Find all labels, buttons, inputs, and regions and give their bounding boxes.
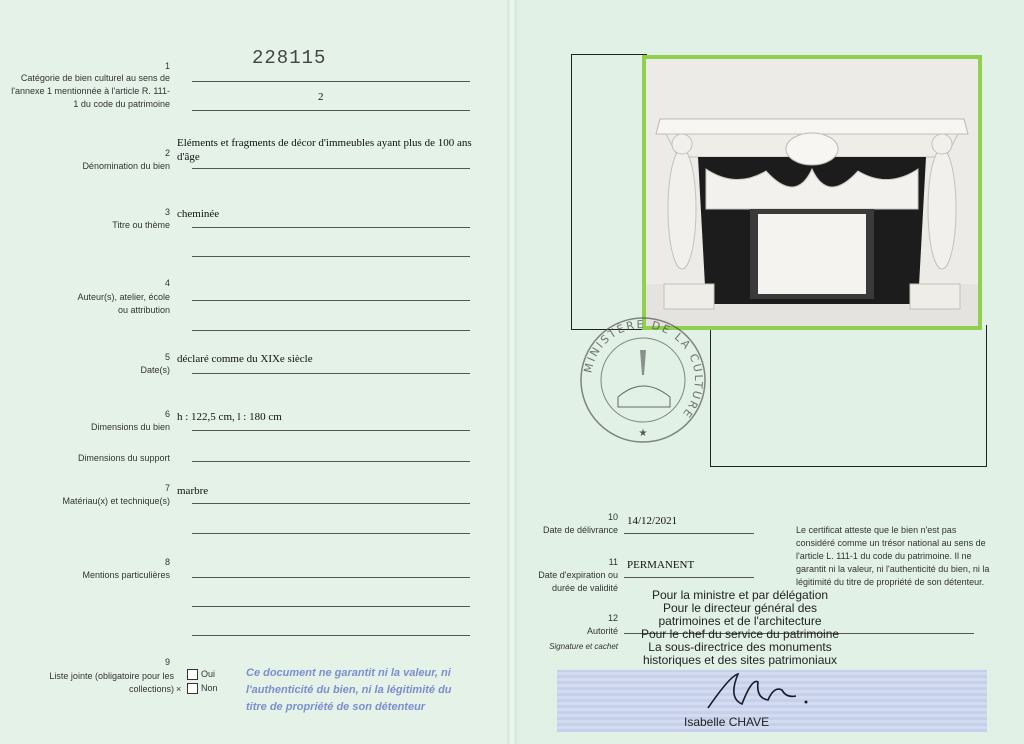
field-6-value: h : 122,5 cm, l : 180 cm — [177, 411, 282, 423]
non-checkbox[interactable] — [187, 683, 198, 694]
field-4-label: Auteur(s), atelier, école ou attribution — [77, 292, 170, 315]
oui-label: Oui — [201, 669, 216, 679]
field-8-number: 8 — [164, 557, 170, 567]
signature-line-6: historiques et des sites patrimoniaux — [642, 653, 838, 667]
field-5-label: Date(s) — [140, 365, 170, 375]
field-7-line-b — [192, 533, 470, 534]
field-4-line-b — [192, 330, 470, 331]
field-1-number: 1 — [164, 61, 170, 71]
signature-line-3: patrimoines et de l'architecture — [658, 614, 822, 628]
field-5-number: 5 — [164, 352, 170, 362]
fireplace-photo — [642, 55, 982, 330]
field-10-number: 10 — [607, 512, 618, 522]
field-12-label: Autorité — [586, 626, 618, 636]
support-dimensions-line — [192, 461, 470, 462]
photo-frame-lower — [710, 325, 987, 467]
fireplace-image — [646, 59, 978, 326]
field-8-label: Mentions particulières — [82, 570, 170, 580]
signature-line-1: Pour la ministre et par délégation — [651, 588, 829, 602]
field-11-number: 11 — [608, 557, 618, 567]
field-1-value: 2 — [318, 91, 324, 103]
disclaimer-text: Ce document ne garantit ni la valeur, ni l'authenticité du bien, ni la légitimité du titre de propriété de son détenteur — [246, 667, 452, 713]
ministry-stamp — [578, 315, 708, 445]
field-2-number: 2 — [164, 148, 170, 158]
field-8-line-b — [192, 606, 470, 607]
field-10-line — [624, 533, 754, 534]
field-2-value: Eléments et fragments de décor d'immeubles ayant plus de 100 ans d'âge — [177, 137, 472, 163]
field-6-label: Dimensions du bien — [90, 422, 170, 432]
handwritten-signature — [700, 668, 820, 716]
field-12-number: 12 — [607, 613, 618, 623]
field-7-line-a — [192, 503, 470, 504]
non-label: Non — [201, 683, 218, 693]
certificate-note: Le certificat atteste que le bien n'est pas considéré comme un trésor national au sens de l'article L. 111-1 du code du patrimoine. Il ne garantit ni la valeur, ni l'authenticité du bien, ni la légitimité du titre de propriété de son détenteur. — [796, 525, 990, 587]
field-3-number: 3 — [164, 207, 170, 217]
field-11-value: PERMANENT — [627, 559, 695, 571]
field-3-line-a — [192, 227, 470, 228]
signature-line-5: La sous-directrice des monuments — [648, 640, 832, 654]
field-12-sublabel: Signature et cachet — [549, 642, 618, 651]
field-5-line — [192, 373, 470, 374]
field-1-line-a — [192, 81, 470, 82]
support-dimensions-label: Dimensions du support — [77, 453, 170, 463]
field-6-number: 6 — [164, 409, 170, 419]
field-1-label: Catégorie de bien culturel au sens de l'annexe 1 mentionnée à l'article R. 111-1 du code du patrimoine — [11, 73, 170, 109]
field-3-value: cheminée — [177, 208, 220, 220]
field-7-number: 7 — [164, 483, 170, 493]
option-non[interactable] — [187, 683, 218, 694]
option-oui[interactable] — [187, 669, 215, 680]
oui-checkbox[interactable] — [187, 669, 198, 680]
field-9-number: 9 — [164, 657, 170, 667]
field-9-label: Liste jointe (obligatoire pour les collections) — [49, 671, 174, 694]
field-3-line-b — [192, 256, 470, 257]
field-4-number: 4 — [164, 278, 170, 288]
field-7-label: Matériau(x) et technique(s) — [62, 496, 170, 506]
field-11-label: Date d'expiration ou durée de validité — [538, 570, 618, 593]
field-7-value: marbre — [177, 485, 209, 497]
field-9-x-mark: × — [176, 684, 182, 694]
svg-text:★: ★ — [638, 428, 648, 439]
field-2-line — [192, 168, 470, 169]
field-6-line — [192, 430, 470, 431]
field-8-line-c — [192, 635, 470, 636]
signature-line-2: Pour le directeur général des — [662, 601, 818, 615]
certificate-number: 228115 — [252, 47, 327, 69]
photo-frame-back — [571, 54, 647, 330]
signature-block — [630, 589, 850, 667]
field-11-line — [624, 577, 754, 578]
field-4-line-a — [192, 300, 470, 301]
field-10-value: 14/12/2021 — [627, 515, 678, 527]
field-2-label: Dénomination du bien — [82, 161, 170, 171]
signatory-name: Isabelle CHAVE — [684, 715, 770, 729]
field-10-label: Date de délivrance — [542, 525, 618, 535]
field-5-value: déclaré comme du XIXe siècle — [177, 353, 313, 365]
field-1-line-b — [192, 110, 470, 111]
stamp-text: MINISTÈRE DE LA CULTURE — [581, 317, 706, 422]
signature-line-4: Pour le chef du service du patrimoine — [640, 627, 840, 641]
field-8-line-a — [192, 577, 470, 578]
field-3-label: Titre ou thème — [112, 220, 170, 230]
page-fold — [507, 0, 517, 744]
